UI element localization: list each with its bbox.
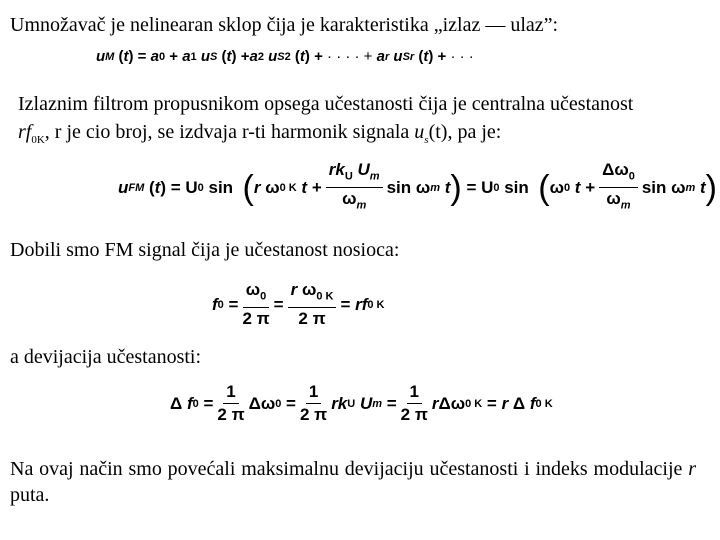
paragraph-filter-line-1: Izlaznim filtrom propusnikom opsega učestanosti čija je centralna učestanost [18, 93, 634, 115]
paragraph-filter-line-2 [18, 120, 501, 152]
us-subscript: s [424, 134, 429, 146]
equation-frequency-deviation: Δ f 0 = $\frac{1}{2 \pi}$ Δω 0 = $\frac{1}{2 \pi}$ rk U U m = $\frac{1}{2 \pi}$ r Δω 0 K = r Δ f 0 K [170, 382, 553, 424]
equation-nonlinear-characteristic: u M ( t ) = a 0 + a 1 u S ( t ) + a 2 u S 2 ( t ) + · · · · + a r u S r ( t ) + · · · [96, 48, 474, 65]
conclusion-end: puta. [10, 484, 50, 506]
equation-fm-signal: u FM ( t ) = U 0 sin ( r ω 0 K t + $\frac{rk_U U_m}{\omega_m}$ sin ω m t ) = U 0 sin ( ω 0 t + $\frac{\Delta\omega_0}{\omega_m}$ sin ω m t ) [118, 160, 717, 212]
rf-subscript: 0K [31, 134, 45, 146]
paragraph-carrier-frequency: Dobili smo FM signal čija je učestanost nosioca: [10, 239, 400, 261]
filter-text: , r je cio broj, se izdvaja r-ti harmonik signala [44, 121, 415, 143]
conclusion-text: Na ovaj način smo povećali maksimalnu devijaciju učestanosti i indeks modulacije [10, 458, 689, 480]
paragraph-frequency-deviation: a devijacija učestanosti: [10, 346, 202, 368]
filter-text-end: (t), pa je: [428, 121, 502, 143]
rf-symbol: rf [18, 121, 32, 143]
equation-carrier-frequency: f 0 = $\frac{\omega_0}{2 \pi}$ = $\frac{r \omega_{0 K}}{2 \pi}$ = rf 0 K [212, 280, 385, 329]
conclusion-r: r [688, 458, 696, 480]
paragraph-conclusion [10, 456, 696, 508]
paragraph-intro: Umnožavač je nelinearan sklop čija je karakteristika „izlaz — ulaz”: [10, 14, 559, 36]
us-symbol: u [414, 121, 425, 143]
